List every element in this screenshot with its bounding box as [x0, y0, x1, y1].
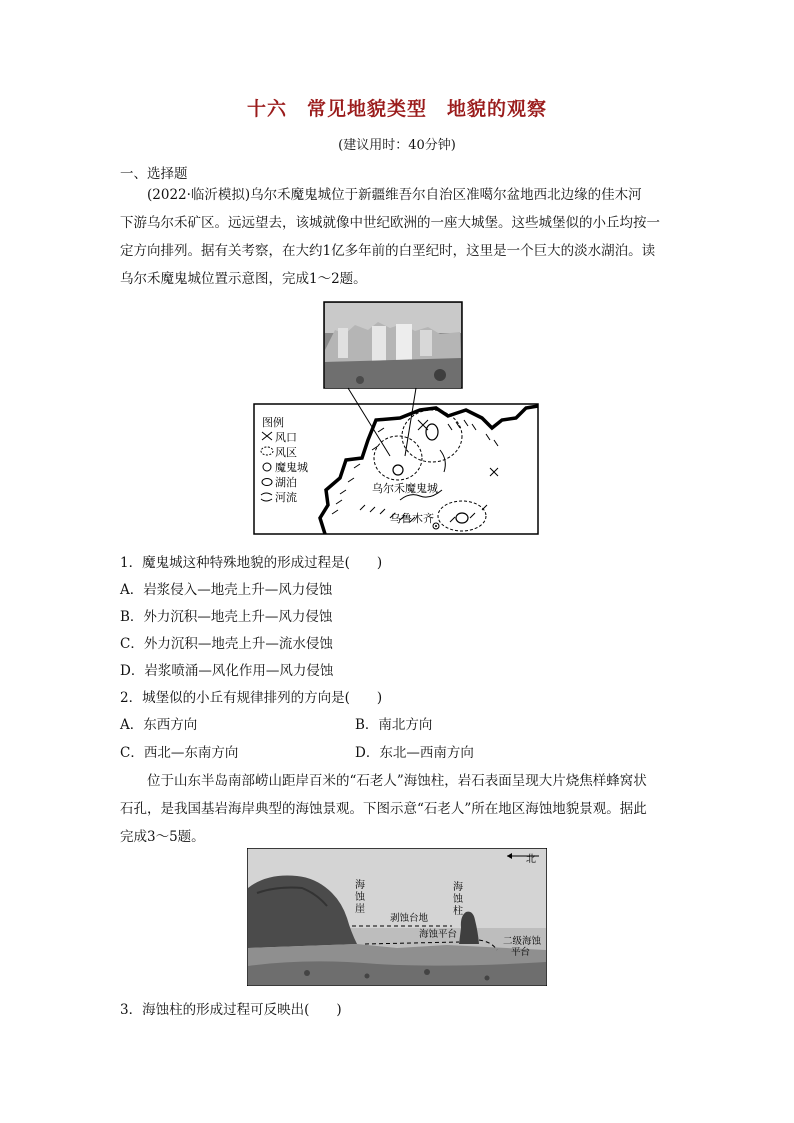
q1-option-a[interactable]: A．岩浆侵入—地壳上升—风力侵蚀 [120, 582, 333, 598]
q1-option-b[interactable]: B．外力沉积—地壳上升—风力侵蚀 [120, 609, 333, 625]
label-erosion-terrace: 剥蚀台地 [390, 913, 429, 924]
label-sea-stack: 海蚀柱 [453, 882, 463, 917]
label-sea-cliff: 海蚀崖 [355, 880, 365, 915]
label-wuerhe-devil-city: 乌尔禾魔鬼城 [372, 482, 438, 495]
question-2-stem: 2．城堡似的小丘有规律排列的方向是( ) [120, 690, 383, 706]
passage-1-line: 定方向排列。据有关考察，在大约1亿多年前的白垩纪时，这里是一个巨大的淡水湖泊。读 [120, 243, 656, 259]
q2-option-b[interactable]: B．南北方向 [355, 717, 433, 733]
devil-city-symbol [263, 463, 271, 471]
label-secondary-platform: 二级海蚀平台 [503, 936, 542, 958]
lake [426, 424, 438, 440]
legend-item: 魔鬼城 [275, 461, 308, 474]
passage-1-line: (2022·临沂模拟)乌尔禾魔鬼城位于新疆维吾尔自治区准噶尔盆地西北边缘的佳木河 [147, 187, 642, 203]
q1-option-c[interactable]: C．外力沉积—地壳上升—流水侵蚀 [120, 636, 333, 652]
legend-item: 风区 [275, 446, 297, 459]
label-wave-cut-platform: 海蚀平台 [419, 929, 458, 940]
passage-1-line: 乌尔禾魔鬼城位置示意图，完成1～2题。 [120, 271, 367, 287]
question-1-stem: 1．魔鬼城这种特殊地貌的形成过程是( ) [120, 555, 383, 571]
q2-option-d[interactable]: D．东北—西南方向 [355, 745, 474, 761]
passage-2-line: 石孔，是我国基岩海岸典型的海蚀景观。下图示意“石老人”所在地区海蚀地貌景观。据此 [120, 801, 647, 817]
legend-item: 风口 [275, 431, 297, 444]
north-label: 北 [526, 854, 536, 865]
q1-option-d[interactable]: D．岩浆喷涌—风化作用—风力侵蚀 [120, 663, 334, 679]
question-3-stem: 3．海蚀柱的形成过程可反映出( ) [120, 1002, 342, 1018]
q2-option-a[interactable]: A．东西方向 [120, 717, 198, 733]
lake-symbol [262, 479, 272, 486]
label-urumqi: 乌鲁木齐 [390, 512, 434, 525]
lake [456, 513, 468, 523]
legend-item: 湖泊 [275, 476, 297, 489]
passage-2 [120, 767, 675, 851]
page-title: 十六 常见地貌类型 地貌的观察 [246, 98, 547, 120]
passage-2-line: 完成3～5题。 [120, 829, 205, 845]
time-suggestion: (建议用时：40分钟) [338, 138, 456, 153]
q2-option-c[interactable]: C．西北—东南方向 [120, 745, 239, 761]
passage-2-line: 位于山东半岛南部崂山距岸百米的“石老人”海蚀柱，岩石表面呈现大片烧焦样蜂窝状 [147, 773, 647, 789]
passage-1-line: 下游乌尔禾矿区。远远望去，该城就像中世纪欧洲的一座大城堡。这些城堡似的小丘均按一 [120, 215, 660, 231]
devil-city-marker [393, 465, 403, 475]
sea-erosion-photo [247, 848, 547, 986]
passage-1 [120, 181, 675, 293]
section-heading: 一、选择题 [120, 166, 188, 182]
wuerhe-location-map [250, 300, 542, 538]
legend-title: 图例 [262, 416, 284, 429]
legend-item: 河流 [275, 491, 297, 504]
castle-photo [324, 302, 462, 388]
